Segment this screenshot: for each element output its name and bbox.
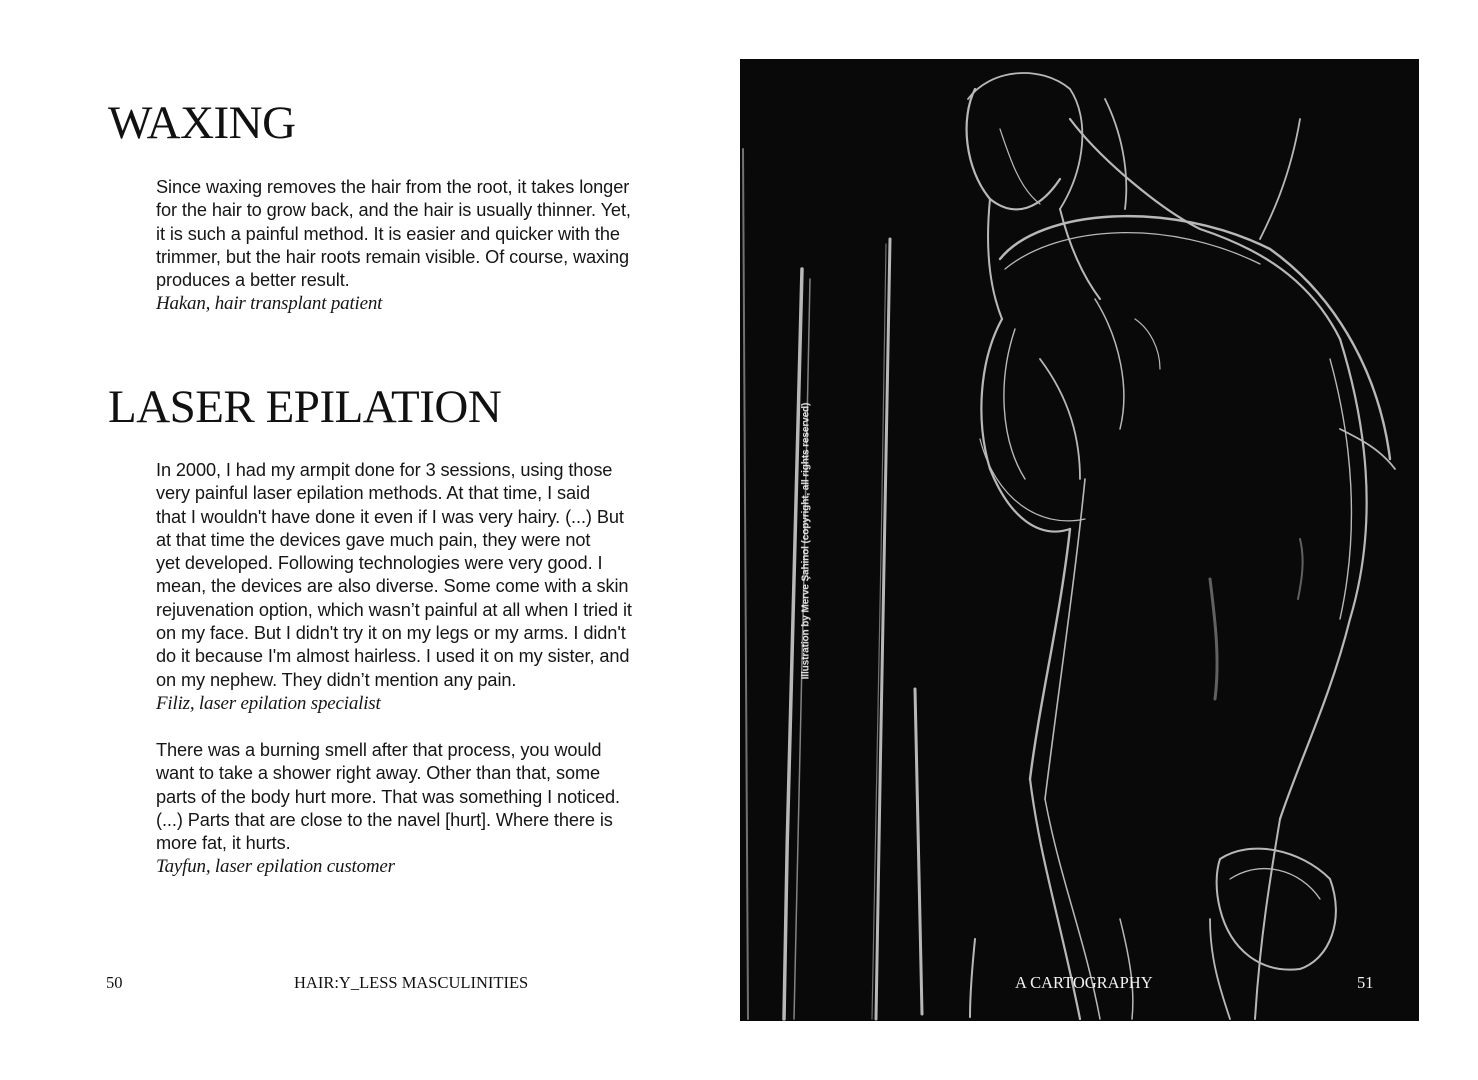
quote-line: In 2000, I had my armpit done for 3 sessions, using those <box>156 460 613 480</box>
quote-line: very painful laser epilation methods. At that time, I said <box>156 483 590 504</box>
quote-line: at that time the devices gave much pain, they were not <box>156 529 591 550</box>
quote-line: Since waxing removes the hair from the root, it takes longer <box>156 177 630 197</box>
heading-waxing: WAXING <box>108 97 296 149</box>
page-number-right: 51 <box>1357 973 1374 992</box>
heading-laser-epilation: LASER EPILATION <box>108 381 502 433</box>
quote-line: yet developed. Following technologies were very good. I <box>156 553 603 574</box>
quote-attribution: Tayfun, laser epilation customer <box>156 856 395 878</box>
figure-sketch <box>740 59 1419 1021</box>
quote-block-hakan <box>156 176 686 316</box>
sketch-illustration <box>740 59 1419 1021</box>
quote-line: more fat, it hurts. <box>156 833 291 854</box>
quote-line: parts of the body hurt more. That was something I noticed. <box>156 786 620 807</box>
quote-attribution: Filiz, laser epilation specialist <box>156 692 381 714</box>
quote-block-tayfun <box>156 739 686 879</box>
quote-line: for the hair to grow back, and the hair is usually thinner. Yet, <box>156 200 631 221</box>
quote-line: There was a burning smell after that process, you would <box>156 740 602 760</box>
quote-line: produces a better result. <box>156 270 350 291</box>
quote-line: that I wouldn't have done it even if I was very hairy. (...) But <box>156 506 624 527</box>
page-number-left: 50 <box>106 973 123 992</box>
quote-line: on my nephew. They didn’t mention any pain. <box>156 669 517 690</box>
quote-line: (...) Parts that are close to the navel [hurt]. Where there is <box>156 809 613 830</box>
quote-attribution: Hakan, hair transplant patient <box>156 293 383 315</box>
quote-line: trimmer, but the hair roots remain visible. Of course, waxing <box>156 246 630 267</box>
quote-line: it is such a painful method. It is easier and quicker with the <box>156 223 620 244</box>
quote-line: mean, the devices are also diverse. Some come with a skin <box>156 576 629 597</box>
quote-line: do it because I'm almost hairless. I used it on my sister, and <box>156 646 630 667</box>
quote-line: want to take a shower right away. Other than that, some <box>156 763 601 784</box>
quote-line: rejuvenation option, which wasn’t painful at all when I tried it <box>156 599 632 620</box>
quote-block-filiz <box>156 459 686 715</box>
quote-line: on my face. But I didn't try it on my legs or my arms. I didn't <box>156 623 626 644</box>
running-title-left: HAIR:Y_LESS MASCULINITIES <box>294 973 529 992</box>
illustration-credit-text: Illustration by Merve Şahinol (copyright, all rights reserved) <box>800 402 812 680</box>
running-title-right: A CARTOGRAPHY <box>1015 973 1153 992</box>
